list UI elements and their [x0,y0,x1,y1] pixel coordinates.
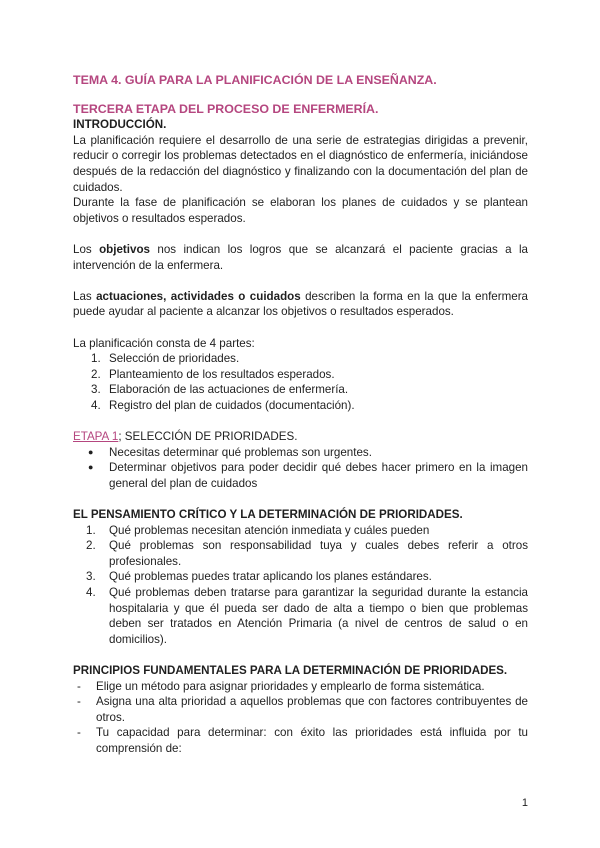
principios-heading: PRINCIPIOS FUNDAMENTALES PARA LA DETERMINACIÓN DE PRIORIDADES. [73,663,508,677]
intro-heading: INTRODUCCIÓN. [73,118,167,132]
objetivos-bold: objetivos [99,242,150,256]
pensamiento-heading: EL PENSAMIENTO CRÍTICO Y LA DETERMINACIÓN DE PRIORIDADES. [73,508,463,522]
list-item: ● Determinar objetivos para poder decidir qué debes hacer primero en la imagen general del plan de cuidados [88,461,528,490]
objetivos-post: nos indican los logros que se alcanzará el paciente gracias a la intervención de la enfermera. [73,242,528,272]
partes-list [73,351,528,413]
objetivos-pre: Los [73,242,100,256]
pensamiento-list [73,523,528,648]
list-item: - Asigna una alta prioridad a aquellos problemas que con factores contribuyentes de otros. [77,695,528,724]
intro-paragraph-2: Durante la fase de planificación se elaboran los planes de cuidados y se plantean objetivos o resultados esperados. [73,196,528,225]
actuaciones-post: describen la forma en la que la enfermera puede ayudar al paciente a alcanzar los objetivos o resultados esperados. [73,289,529,319]
actuaciones-pre: Las [73,289,97,303]
actuaciones-paragraph [73,289,528,320]
list-item: 2. Qué problemas son responsabilidad tuya y cuales debes referir a otros profesionales. [86,539,528,568]
etapa-bullet-list [73,445,528,492]
list-item: 1. Selección de prioridades. [91,352,240,366]
list-item: 2. Planteamiento de los resultados esperados. [91,367,335,381]
objetivos-paragraph [73,242,528,273]
principios-list [73,679,528,757]
list-item: - Tu capacidad para determinar: con éxito las prioridades está influida por tu comprensión de: [77,726,528,755]
list-item: ● Necesitas determinar qué problemas son urgentes. [88,445,372,459]
list-item: 4. Registro del plan de cuidados (documentación). [91,398,355,412]
page-title: TEMA 4. GUÍA PARA LA PLANIFICACIÓN DE LA ENSEÑANZA. [73,73,437,87]
intro-paragraph-1: La planificación requiere el desarrollo de una serie de estrategias dirigidas a prevenir, reducir o corregir los problemas detectados en el diagnóstico de enfermería, iniciándose después de la redacción del diagnóstico y finalizando con la documentación del plan de cuidados. [73,133,528,194]
actuaciones-bold: actuaciones, actividades o cuidados [96,289,301,303]
partes-intro: La planificación consta de 4 partes: [73,336,255,350]
list-item: 3. Elaboración de las actuaciones de enfermería. [91,383,349,397]
etapa-heading-text: ; SELECCIÓN DE PRIORIDADES. [118,430,298,444]
etapa-1-link[interactable]: ETAPA 1 [73,430,119,444]
list-item: 4. Qué problemas deben tratarse para garantizar la seguridad durante la estancia hospitalaria y que él pueda ser dado de alta a tiempo o bien que problemas deben ser tratados en Atención Primaria (a nivel de centros de salud o en domicilios). [86,586,528,646]
document-body [73,73,528,757]
list-item: - Elige un método para asignar prioridades y emplearlo de forma sistemática. [77,679,485,693]
list-item: 1. Qué problemas necesitan atención inmediata y cuáles pueden [86,523,430,537]
page-number: 1 [521,797,528,809]
etapa-heading [73,429,528,445]
list-item: 3. Qué problemas puedes tratar aplicando los planes estándares. [86,570,432,584]
section-subtitle: TERCERA ETAPA DEL PROCESO DE ENFERMERÍA. [73,101,379,116]
